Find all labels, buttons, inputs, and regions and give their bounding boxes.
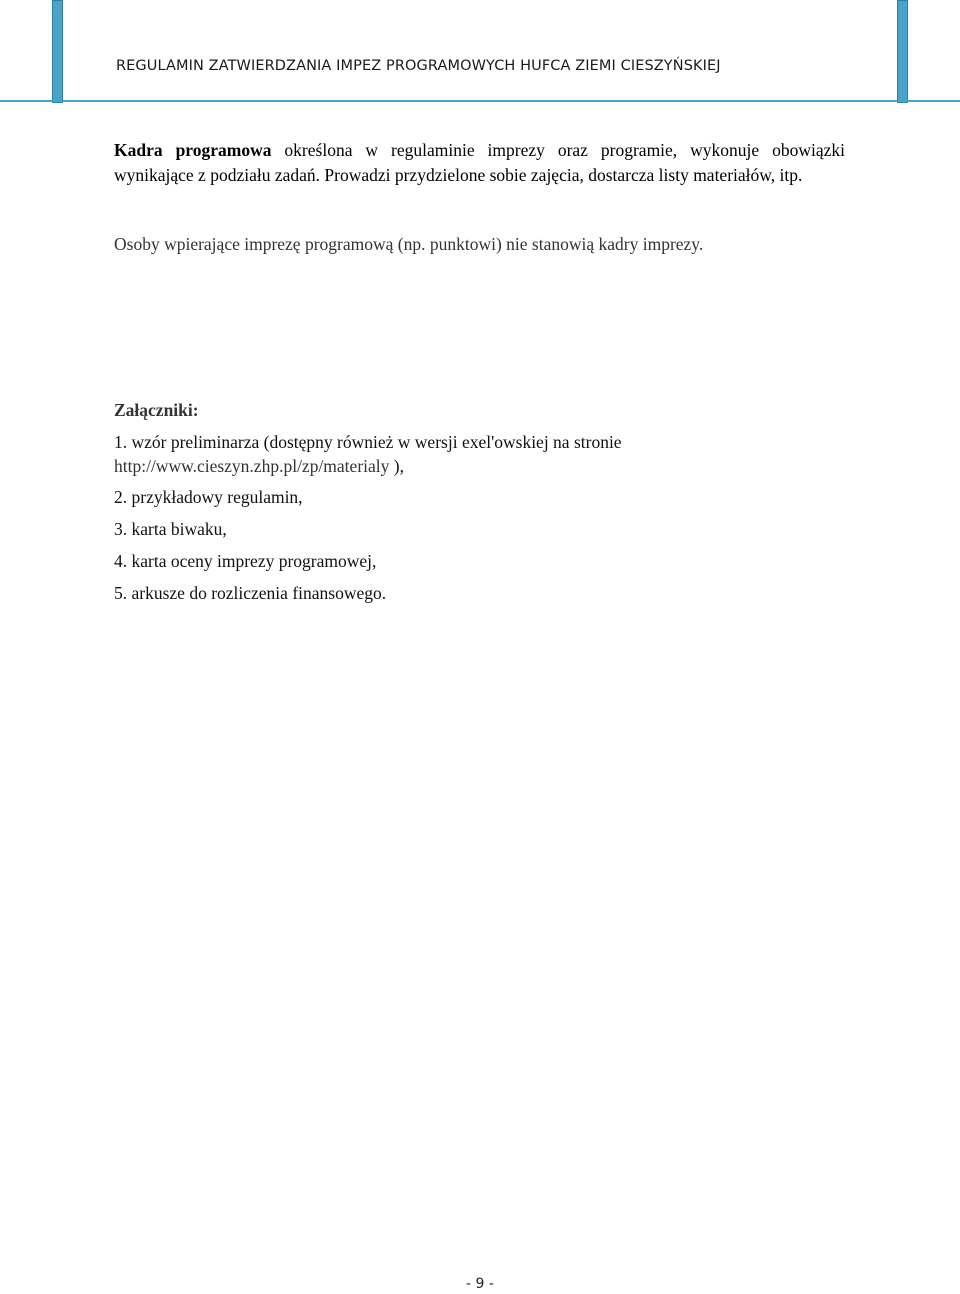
attachment-url-tail: ),	[389, 456, 404, 476]
header-title: REGULAMIN ZATWIERDZANIA IMPEZ PROGRAMOWYCH HUFCA ZIEMI CIESZYŃSKIEJ	[116, 58, 721, 74]
paragraph-kadra-bold: Kadra programowa	[114, 140, 272, 160]
attachment-item-4: 4. karta oceny imprezy programowej,	[114, 551, 377, 571]
attachments-heading: Załączniki:	[114, 400, 199, 420]
attachment-item-1: 1. wzór preliminarza (dostępny również w wersji exel'owskiej na stronie	[114, 432, 622, 452]
header-left-bar	[52, 0, 63, 103]
page-number: - 9 -	[466, 1276, 494, 1292]
attachment-item-3: 3. karta biwaku,	[114, 519, 227, 539]
paragraph-osoby: Osoby wpierające imprezę programową (np. punktowi) nie stanowią kadry imprezy.	[114, 234, 704, 254]
attachment-item-5: 5. arkusze do rozliczenia finansowego.	[114, 583, 387, 603]
attachment-url-link[interactable]: http://www.cieszyn.zhp.pl/zp/materialy	[114, 456, 390, 476]
header-divider	[0, 100, 960, 102]
paragraph-kadra-text: określona w regulaminie imprezy oraz programie, wykonuje obowiązki wynikające z podziału zadań. Prowadzi przydzielone sobie zajęcia, dostarcza listy materiałów, itp.	[114, 140, 845, 185]
attachment-item-1-url-line	[114, 456, 404, 477]
paragraph-kadra	[114, 138, 845, 187]
header-right-bar	[897, 0, 908, 103]
attachment-item-2: 2. przykładowy regulamin,	[114, 487, 303, 507]
